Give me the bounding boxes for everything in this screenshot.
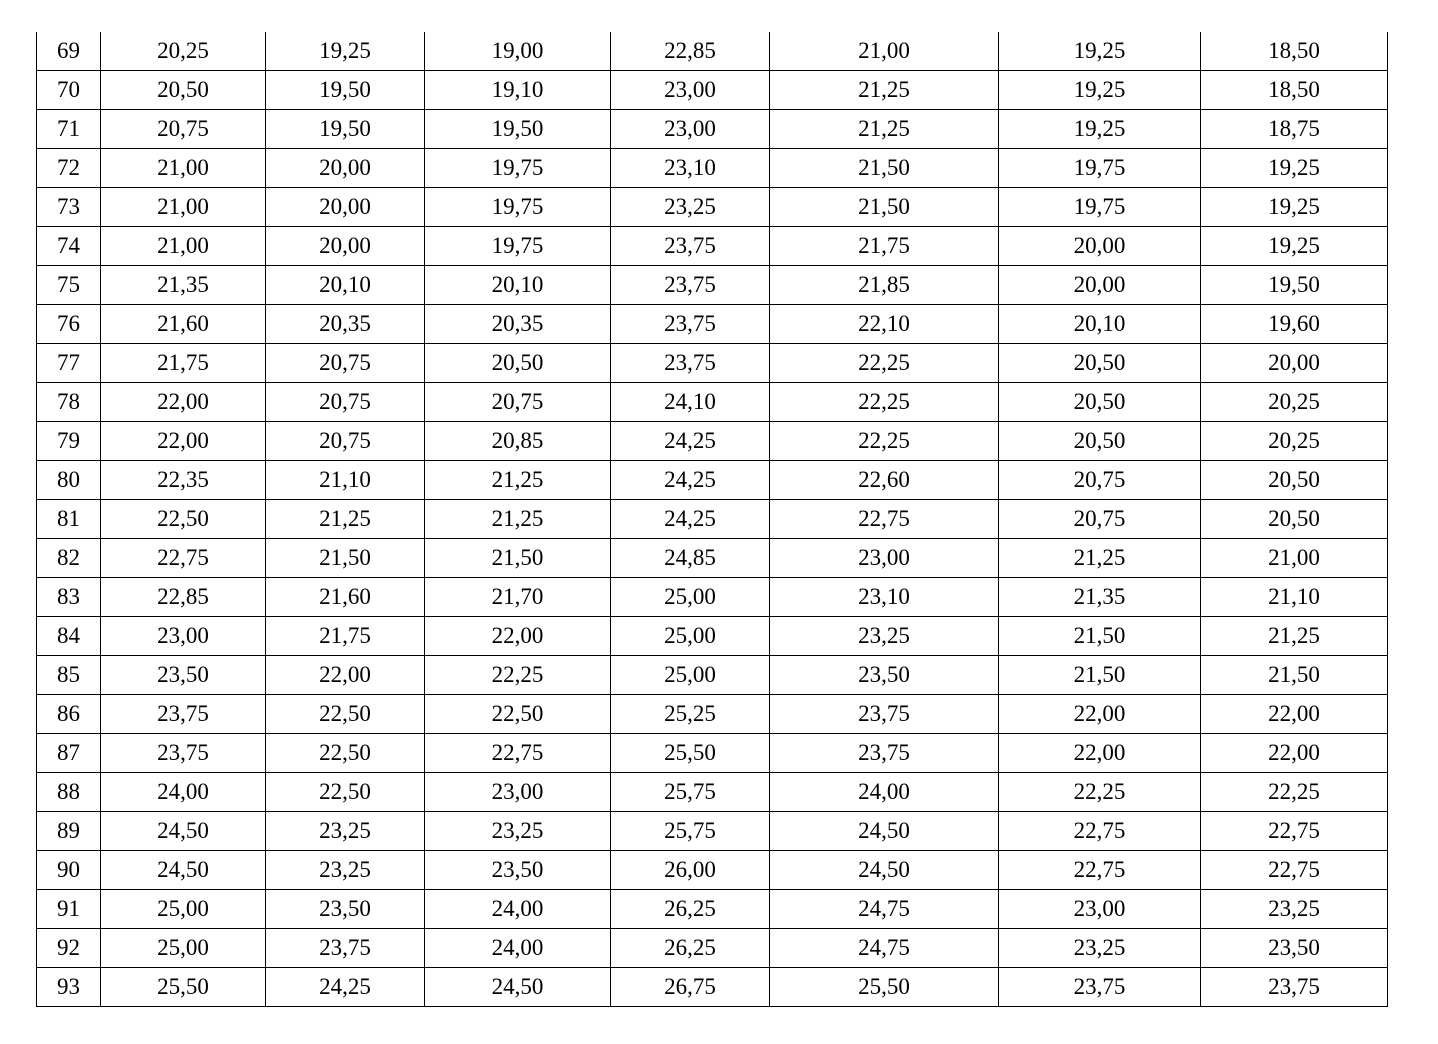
value-cell: 21,50	[770, 188, 999, 227]
value-cell: 22,25	[999, 773, 1201, 812]
value-cell: 19,75	[425, 227, 611, 266]
value-cell: 21,25	[425, 461, 611, 500]
value-cell: 22,75	[999, 851, 1201, 890]
value-cell: 26,00	[611, 851, 770, 890]
table-row	[37, 656, 1388, 695]
value-cell: 19,25	[999, 32, 1201, 71]
row-number-cell: 76	[37, 305, 101, 344]
value-cell: 22,50	[101, 500, 266, 539]
value-cell: 21,60	[101, 305, 266, 344]
value-cell: 19,25	[266, 32, 425, 71]
value-cell: 20,75	[266, 344, 425, 383]
value-cell: 23,25	[266, 812, 425, 851]
row-number-cell: 72	[37, 149, 101, 188]
value-cell: 22,75	[425, 734, 611, 773]
value-cell: 24,75	[770, 890, 999, 929]
value-cell: 24,50	[425, 968, 611, 1007]
row-number-cell: 80	[37, 461, 101, 500]
value-cell: 22,25	[1201, 773, 1388, 812]
value-cell: 20,00	[266, 149, 425, 188]
value-cell: 19,50	[425, 110, 611, 149]
value-cell: 22,35	[101, 461, 266, 500]
value-cell: 22,25	[770, 383, 999, 422]
value-cell: 20,85	[425, 422, 611, 461]
value-cell: 22,50	[266, 734, 425, 773]
value-cell: 21,10	[1201, 578, 1388, 617]
value-cell: 19,50	[266, 110, 425, 149]
value-cell: 21,25	[770, 110, 999, 149]
value-cell: 20,10	[266, 266, 425, 305]
value-cell: 25,00	[611, 656, 770, 695]
value-cell: 23,00	[611, 110, 770, 149]
row-number-cell: 70	[37, 71, 101, 110]
value-cell: 24,50	[101, 851, 266, 890]
value-cell: 22,75	[1201, 851, 1388, 890]
value-cell: 21,50	[1201, 656, 1388, 695]
value-cell: 23,75	[101, 734, 266, 773]
table-row	[37, 305, 1388, 344]
value-cell: 23,50	[770, 656, 999, 695]
value-cell: 21,50	[999, 656, 1201, 695]
value-cell: 22,50	[266, 773, 425, 812]
value-cell: 23,00	[770, 539, 999, 578]
table-row	[37, 851, 1388, 890]
value-cell: 22,10	[770, 305, 999, 344]
value-cell: 20,50	[999, 344, 1201, 383]
value-cell: 23,10	[611, 149, 770, 188]
value-cell: 25,50	[101, 968, 266, 1007]
value-cell: 19,25	[1201, 227, 1388, 266]
value-cell: 20,75	[999, 500, 1201, 539]
value-cell: 21,75	[101, 344, 266, 383]
value-cell: 21,00	[770, 32, 999, 71]
value-cell: 19,75	[999, 188, 1201, 227]
row-number-cell: 92	[37, 929, 101, 968]
table-row	[37, 266, 1388, 305]
value-cell: 22,00	[266, 656, 425, 695]
value-cell: 25,25	[611, 695, 770, 734]
value-cell: 24,85	[611, 539, 770, 578]
value-cell: 20,00	[999, 266, 1201, 305]
value-cell: 22,00	[999, 695, 1201, 734]
value-cell: 23,25	[999, 929, 1201, 968]
value-cell: 24,00	[425, 929, 611, 968]
value-cell: 21,35	[101, 266, 266, 305]
row-number-cell: 84	[37, 617, 101, 656]
value-cell: 25,00	[611, 578, 770, 617]
value-cell: 26,25	[611, 929, 770, 968]
value-cell: 22,85	[611, 32, 770, 71]
table-row	[37, 929, 1388, 968]
value-cell: 24,25	[611, 500, 770, 539]
value-cell: 23,25	[770, 617, 999, 656]
row-number-cell: 91	[37, 890, 101, 929]
value-cell: 22,25	[425, 656, 611, 695]
value-cell: 20,50	[999, 422, 1201, 461]
value-cell: 22,50	[266, 695, 425, 734]
value-cell: 21,75	[266, 617, 425, 656]
table-row	[37, 539, 1388, 578]
row-number-cell: 81	[37, 500, 101, 539]
value-cell: 24,00	[101, 773, 266, 812]
value-cell: 23,50	[101, 656, 266, 695]
value-cell: 21,25	[999, 539, 1201, 578]
value-cell: 22,25	[770, 344, 999, 383]
value-cell: 21,10	[266, 461, 425, 500]
value-cell: 22,85	[101, 578, 266, 617]
value-cell: 19,60	[1201, 305, 1388, 344]
value-cell: 25,00	[611, 617, 770, 656]
value-cell: 20,00	[266, 188, 425, 227]
value-cell: 23,75	[611, 227, 770, 266]
table-row	[37, 149, 1388, 188]
row-number-cell: 74	[37, 227, 101, 266]
value-cell: 23,75	[999, 968, 1201, 1007]
value-cell: 21,00	[101, 227, 266, 266]
value-cell: 19,75	[999, 149, 1201, 188]
value-cell: 25,00	[101, 890, 266, 929]
value-cell: 22,00	[999, 734, 1201, 773]
table-row	[37, 32, 1388, 71]
value-cell: 23,00	[425, 773, 611, 812]
value-cell: 19,10	[425, 71, 611, 110]
value-cell: 21,00	[101, 149, 266, 188]
value-cell: 23,50	[1201, 929, 1388, 968]
value-cell: 23,10	[770, 578, 999, 617]
row-number-cell: 78	[37, 383, 101, 422]
value-cell: 25,75	[611, 812, 770, 851]
value-cell: 23,50	[266, 890, 425, 929]
table-row	[37, 500, 1388, 539]
value-cell: 21,60	[266, 578, 425, 617]
value-cell: 25,50	[611, 734, 770, 773]
value-cell: 20,25	[101, 32, 266, 71]
table-row	[37, 383, 1388, 422]
value-cell: 18,50	[1201, 71, 1388, 110]
value-cell: 19,75	[425, 149, 611, 188]
value-cell: 23,75	[1201, 968, 1388, 1007]
table-body	[37, 32, 1388, 1007]
value-cell: 20,75	[266, 383, 425, 422]
value-cell: 25,00	[101, 929, 266, 968]
value-cell: 19,25	[999, 110, 1201, 149]
value-cell: 24,25	[611, 422, 770, 461]
value-cell: 18,50	[1201, 32, 1388, 71]
value-cell: 22,00	[1201, 734, 1388, 773]
table-row	[37, 71, 1388, 110]
data-table	[36, 32, 1388, 1007]
row-number-cell: 73	[37, 188, 101, 227]
row-number-cell: 75	[37, 266, 101, 305]
value-cell: 21,75	[770, 227, 999, 266]
value-cell: 21,25	[266, 500, 425, 539]
value-cell: 20,50	[101, 71, 266, 110]
value-cell: 23,25	[425, 812, 611, 851]
value-cell: 21,25	[1201, 617, 1388, 656]
value-cell: 23,50	[425, 851, 611, 890]
value-cell: 25,75	[611, 773, 770, 812]
table-row	[37, 617, 1388, 656]
value-cell: 22,00	[1201, 695, 1388, 734]
table-row	[37, 422, 1388, 461]
row-number-cell: 83	[37, 578, 101, 617]
value-cell: 18,75	[1201, 110, 1388, 149]
value-cell: 20,35	[266, 305, 425, 344]
table-row	[37, 968, 1388, 1007]
value-cell: 21,85	[770, 266, 999, 305]
value-cell: 23,25	[1201, 890, 1388, 929]
value-cell: 20,50	[425, 344, 611, 383]
value-cell: 23,75	[611, 266, 770, 305]
value-cell: 20,50	[1201, 500, 1388, 539]
value-cell: 24,50	[770, 812, 999, 851]
table-row	[37, 734, 1388, 773]
value-cell: 24,75	[770, 929, 999, 968]
row-number-cell: 77	[37, 344, 101, 383]
value-cell: 20,25	[1201, 383, 1388, 422]
value-cell: 23,75	[611, 305, 770, 344]
value-cell: 21,70	[425, 578, 611, 617]
table-row	[37, 695, 1388, 734]
value-cell: 22,50	[425, 695, 611, 734]
value-cell: 22,75	[101, 539, 266, 578]
row-number-cell: 89	[37, 812, 101, 851]
table-row	[37, 578, 1388, 617]
value-cell: 23,75	[101, 695, 266, 734]
value-cell: 26,25	[611, 890, 770, 929]
value-cell: 20,10	[999, 305, 1201, 344]
value-cell: 20,00	[266, 227, 425, 266]
value-cell: 20,75	[266, 422, 425, 461]
value-cell: 19,25	[1201, 149, 1388, 188]
table-row	[37, 188, 1388, 227]
table-row	[37, 344, 1388, 383]
value-cell: 24,25	[611, 461, 770, 500]
value-cell: 23,25	[266, 851, 425, 890]
value-cell: 20,35	[425, 305, 611, 344]
value-cell: 19,50	[266, 71, 425, 110]
row-number-cell: 71	[37, 110, 101, 149]
value-cell: 19,75	[425, 188, 611, 227]
table-row	[37, 461, 1388, 500]
row-number-cell: 85	[37, 656, 101, 695]
value-cell: 23,75	[611, 344, 770, 383]
value-cell: 21,00	[101, 188, 266, 227]
value-cell: 21,50	[266, 539, 425, 578]
table-row	[37, 110, 1388, 149]
row-number-cell: 90	[37, 851, 101, 890]
value-cell: 20,50	[1201, 461, 1388, 500]
value-cell: 20,10	[425, 266, 611, 305]
table-row	[37, 812, 1388, 851]
value-cell: 21,00	[1201, 539, 1388, 578]
value-cell: 21,25	[770, 71, 999, 110]
row-number-cell: 69	[37, 32, 101, 71]
row-number-cell: 87	[37, 734, 101, 773]
value-cell: 23,75	[770, 734, 999, 773]
value-cell: 19,00	[425, 32, 611, 71]
value-cell: 24,00	[770, 773, 999, 812]
value-cell: 22,25	[770, 422, 999, 461]
value-cell: 23,00	[999, 890, 1201, 929]
value-cell: 19,50	[1201, 266, 1388, 305]
value-cell: 20,75	[101, 110, 266, 149]
value-cell: 19,25	[999, 71, 1201, 110]
value-cell: 25,50	[770, 968, 999, 1007]
value-cell: 22,00	[101, 383, 266, 422]
row-number-cell: 86	[37, 695, 101, 734]
value-cell: 21,50	[999, 617, 1201, 656]
row-number-cell: 79	[37, 422, 101, 461]
value-cell: 22,00	[101, 422, 266, 461]
value-cell: 20,25	[1201, 422, 1388, 461]
value-cell: 24,10	[611, 383, 770, 422]
table-row	[37, 227, 1388, 266]
table-row	[37, 890, 1388, 929]
value-cell: 19,25	[1201, 188, 1388, 227]
value-cell: 20,50	[999, 383, 1201, 422]
value-cell: 24,25	[266, 968, 425, 1007]
value-cell: 22,75	[999, 812, 1201, 851]
row-number-cell: 88	[37, 773, 101, 812]
value-cell: 20,75	[425, 383, 611, 422]
value-cell: 20,00	[1201, 344, 1388, 383]
value-cell: 22,60	[770, 461, 999, 500]
value-cell: 23,75	[770, 695, 999, 734]
value-cell: 20,00	[999, 227, 1201, 266]
value-cell: 22,75	[1201, 812, 1388, 851]
value-cell: 21,35	[999, 578, 1201, 617]
value-cell: 24,50	[101, 812, 266, 851]
value-cell: 21,50	[425, 539, 611, 578]
value-cell: 23,00	[611, 71, 770, 110]
value-cell: 20,75	[999, 461, 1201, 500]
value-cell: 26,75	[611, 968, 770, 1007]
row-number-cell: 93	[37, 968, 101, 1007]
row-number-cell: 82	[37, 539, 101, 578]
value-cell: 22,00	[425, 617, 611, 656]
value-cell: 23,75	[266, 929, 425, 968]
value-cell: 21,25	[425, 500, 611, 539]
value-cell: 22,75	[770, 500, 999, 539]
value-cell: 23,00	[101, 617, 266, 656]
value-cell: 21,50	[770, 149, 999, 188]
value-cell: 24,50	[770, 851, 999, 890]
table-row	[37, 773, 1388, 812]
value-cell: 24,00	[425, 890, 611, 929]
value-cell: 23,25	[611, 188, 770, 227]
